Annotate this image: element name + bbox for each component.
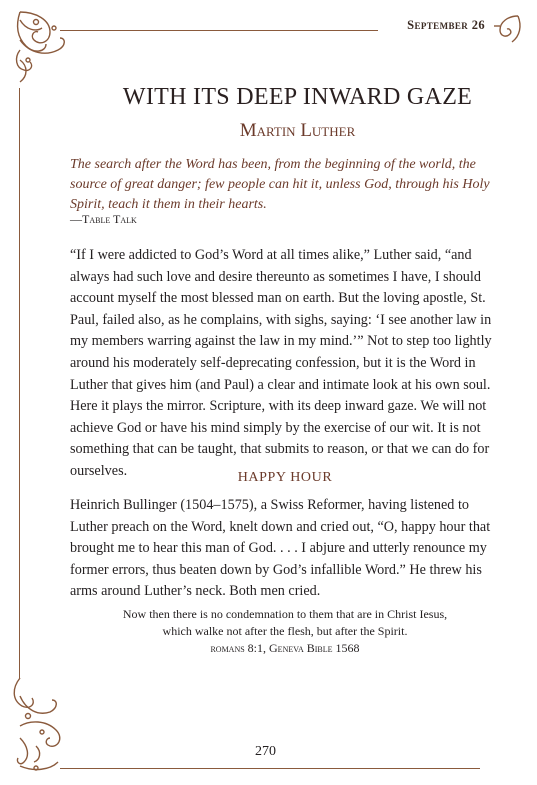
frame-rule-top xyxy=(60,30,378,31)
body-paragraph: “If I were addicted to God’s Word at all times alike,” Luther said, “and always had such love and desire thereunto as sometimes I have, I should account myself the most blessed man on earth. But the loving apostle, St. Paul, failed also, as he complains, with sighs, saying: ‘I see another law in my members warring against the law in my mind.’” Not to step too lightly around his moderately self-deprecating confession, but it is the Word in Luther that gives him (and Paul) a clear and intimate look at his own soul. Here it plays the mirror. Scripture, with its deep inward gaze. We will not achieve God or have his mind simply by the exercise of our wit. It is not something that can be taught, that submits to reason, or that we can do for ourselves. xyxy=(70,247,492,479)
scripture-verse xyxy=(70,606,500,657)
section-paragraph: Heinrich Bullinger (1504–1575), a Swiss Reformer, having listened to Luther preach on the Word, knelt down and cried out, “O, happy hour that brought me to hear this man of God. . . . I abjure and utterly renounce my former errors, thus beaten down by God’s infallible Word.” He threw his arms around Luther’s neck. Both men cried. xyxy=(70,497,491,600)
corner-flourish-top-left xyxy=(6,10,76,90)
page-title: WITH ITS DEEP INWARD GAZE xyxy=(122,84,473,110)
frame-rule-left xyxy=(19,88,20,678)
date-label: September 26 xyxy=(407,18,485,32)
verse-line-1: Now then there is no condemnation to them that are in Christ Iesus, xyxy=(122,607,448,621)
page-number: 270 xyxy=(255,744,276,759)
corner-flourish-bottom-left xyxy=(6,676,76,776)
author-name: Martin Luther xyxy=(239,120,356,141)
verse-reference: romans 8:1, Geneva Bible 1568 xyxy=(210,641,360,655)
section-heading: HAPPY HOUR xyxy=(237,470,333,485)
frame-rule-bottom xyxy=(60,768,480,769)
epigraph-source: —Table Talk xyxy=(70,212,137,226)
epigraph-quote: The search after the Word has been, from the beginning of the world, the source of great danger; few people can hit it, unless God, through his Holy Spirit, teach it them in their hearts. xyxy=(70,157,490,212)
corner-flourish-top-right xyxy=(490,12,530,52)
verse-line-2: which walke not after the flesh, but after the Spirit. xyxy=(162,624,408,638)
